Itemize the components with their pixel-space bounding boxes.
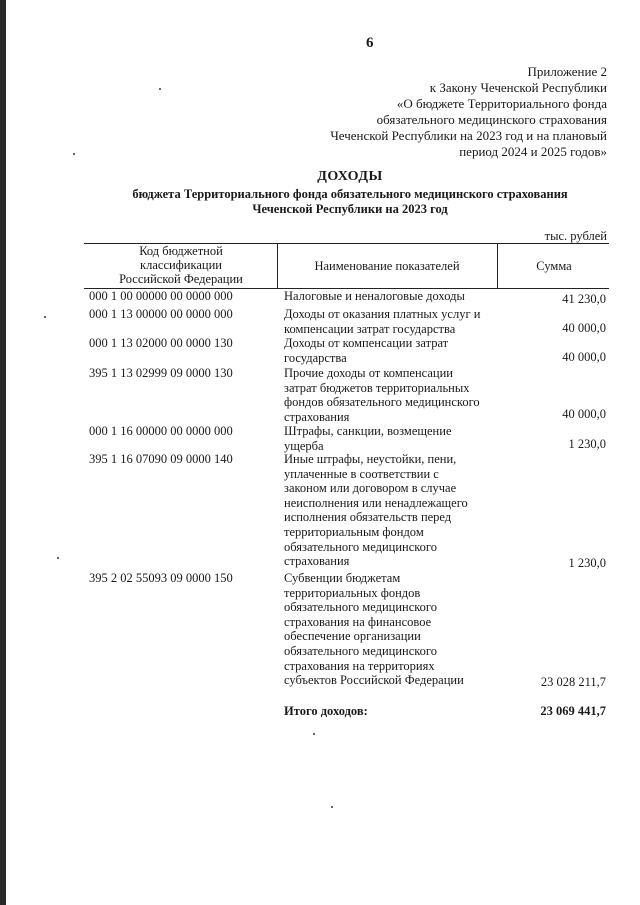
- scan-speck: [57, 557, 59, 559]
- annex-line: Чеченской Республики на 2023 год и на плановый: [330, 128, 607, 143]
- header-code-line: Код бюджетной: [139, 244, 223, 258]
- row-name-line: обязательного медицинского: [284, 643, 438, 658]
- row-name: Налоговые и неналоговые доходы: [284, 289, 465, 303]
- document-title: ДОХОДЫ: [317, 169, 383, 184]
- row-name: [284, 424, 452, 453]
- annex-line: «О бюджете Территориального фонда: [396, 96, 607, 111]
- row-code: 000 1 13 02000 00 0000 130: [89, 336, 233, 350]
- row-code: 395 1 13 02999 09 0000 130: [89, 366, 233, 380]
- row-name-line: исполнения обязательств перед: [284, 510, 452, 525]
- row-name-line: ущерба: [284, 438, 324, 453]
- total-label: Итого доходов:: [284, 704, 368, 718]
- row-name-line: Доходы от оказания платных услуг и: [284, 307, 481, 321]
- row-name-line: обязательного медицинского: [284, 600, 438, 615]
- row-sum: 23 028 211,7: [540, 675, 606, 689]
- row-name: [284, 366, 480, 424]
- row-code: 000 1 13 00000 00 0000 000: [89, 307, 233, 321]
- row-name: [284, 307, 480, 336]
- header-code-line: классификации: [140, 258, 222, 272]
- header-code: [88, 244, 274, 286]
- row-name: [284, 336, 448, 365]
- row-name-line: фондов обязательного медицинского: [284, 395, 480, 410]
- row-sum: 40 000,0: [562, 321, 606, 335]
- subtitle-line: Чеченской Республики на 2023 год: [252, 202, 448, 216]
- row-name-line: неисполнения или ненадлежащего: [284, 495, 468, 510]
- total-sum: 23 069 441,7: [540, 704, 606, 718]
- row-name-line: страхования на финансовое: [284, 614, 432, 629]
- row-sum: 1 230,0: [568, 437, 606, 451]
- units-label: тыс. рублей: [544, 229, 607, 243]
- subtitle-line: бюджета Территориального фонда обязательного медицинского страхования: [132, 187, 568, 201]
- row-name-line: Штрафы, санкции, возмещение: [284, 424, 452, 438]
- header-divider-2: [497, 243, 498, 288]
- row-code: 000 1 16 00000 00 0000 000: [89, 424, 233, 438]
- row-sum: 40 000,0: [562, 407, 606, 421]
- row-name-line: субъектов Российской Федерации: [284, 673, 464, 688]
- header-code-line: Российской Федерации: [119, 272, 243, 286]
- row-name-line: законом или договором в случае: [284, 481, 457, 496]
- row-name-line: страхования: [284, 554, 350, 569]
- row-name-line: компенсации затрат государства: [284, 321, 456, 336]
- row-name-line: затрат бюджетов территориальных: [284, 380, 470, 395]
- row-name-line: Иные штрафы, неустойки, пени,: [284, 452, 457, 466]
- row-name-line: обязательного медицинского: [284, 539, 438, 554]
- scan-speck: [159, 88, 161, 90]
- row-code: 395 1 16 07090 09 0000 140: [89, 452, 233, 466]
- row-name-line: Прочие доходы от компенсации: [284, 366, 453, 380]
- row-sum: 41 230,0: [562, 292, 606, 306]
- row-name-line: страхования на территориях: [284, 658, 435, 673]
- row-code: 000 1 00 00000 00 0000 000: [89, 289, 233, 303]
- row-sum: 40 000,0: [562, 350, 606, 364]
- scan-speck: [313, 733, 315, 735]
- row-name-line: Субвенции бюджетам: [284, 571, 401, 585]
- annex-line: период 2024 и 2025 годов»: [459, 144, 607, 159]
- scan-edge: [0, 0, 6, 905]
- row-name-line: территориальных фондов: [284, 585, 421, 600]
- row-name-line: территориальным фондом: [284, 524, 424, 539]
- row-name-line: уплаченные в соответствии с: [284, 466, 439, 481]
- row-name-line: государства: [284, 350, 347, 365]
- annex-line: к Закону Чеченской Республики: [429, 80, 607, 95]
- scan-speck: [73, 153, 75, 155]
- document-subtitle: [0, 187, 640, 217]
- annex-block: [330, 64, 607, 160]
- page-number: 6: [366, 35, 374, 51]
- row-code: 395 2 02 55093 09 0000 150: [89, 571, 233, 585]
- row-name-line: страхования: [284, 409, 350, 424]
- scan-speck: [44, 316, 46, 318]
- annex-line: Приложение 2: [527, 64, 607, 79]
- scan-speck: [331, 806, 333, 808]
- header-sum: Сумма: [536, 259, 572, 273]
- row-name: [284, 452, 468, 569]
- row-sum: 1 230,0: [568, 556, 606, 570]
- header-name: Наименование показателей: [314, 259, 460, 273]
- header-divider-1: [277, 243, 278, 288]
- annex-line: обязательного медицинского страхования: [376, 112, 607, 127]
- row-name: [284, 571, 464, 688]
- row-name-line: обеспечение организации: [284, 629, 421, 644]
- row-name-line: Доходы от компенсации затрат: [284, 336, 449, 350]
